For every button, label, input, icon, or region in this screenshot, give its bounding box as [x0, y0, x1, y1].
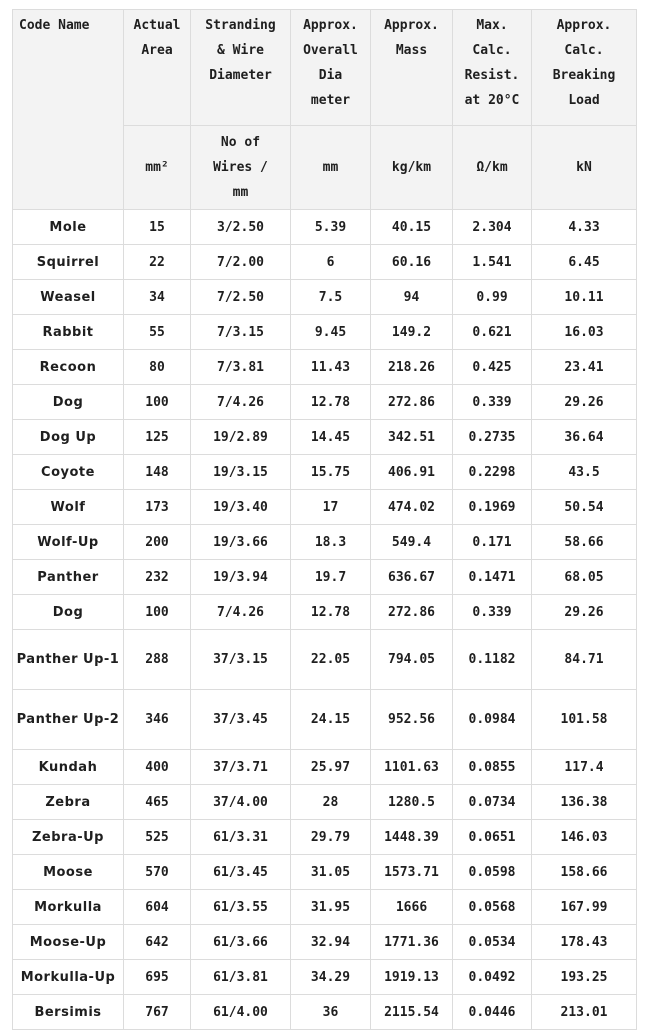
- cell-resistance: 0.0651: [453, 820, 532, 855]
- cell-breaking-load: 193.25: [532, 960, 637, 995]
- cell-breaking-load: 29.26: [532, 385, 637, 420]
- table-header: [13, 10, 637, 210]
- cell-stranding: 61/3.45: [191, 855, 291, 890]
- conductor-spec-table: [12, 9, 637, 1030]
- cell-overall-diameter: 32.94: [291, 925, 371, 960]
- cell-mass: 1280.5: [371, 785, 453, 820]
- cell-breaking-load: 84.71: [532, 630, 637, 690]
- cell-overall-diameter: 12.78: [291, 385, 371, 420]
- cell-stranding: 7/4.26: [191, 595, 291, 630]
- cell-breaking-load: 136.38: [532, 785, 637, 820]
- cell-resistance: 0.0734: [453, 785, 532, 820]
- unit-area: mm²: [124, 126, 191, 210]
- header-resistance: Max. Calc. Resist. at 20°C: [453, 10, 532, 126]
- cell-stranding: 7/2.00: [191, 245, 291, 280]
- cell-actual-area: 15: [124, 210, 191, 245]
- cell-code-name: Zebra: [13, 785, 124, 820]
- cell-code-name: Weasel: [13, 280, 124, 315]
- cell-breaking-load: 6.45: [532, 245, 637, 280]
- cell-mass: 2115.54: [371, 995, 453, 1030]
- cell-mass: 1573.71: [371, 855, 453, 890]
- cell-breaking-load: 68.05: [532, 560, 637, 595]
- unit-stranding: No of Wires / mm: [191, 126, 291, 210]
- cell-code-name: Recoon: [13, 350, 124, 385]
- cell-resistance: 0.2298: [453, 455, 532, 490]
- table-row: [13, 210, 637, 245]
- cell-mass: 272.86: [371, 385, 453, 420]
- cell-resistance: 1.541: [453, 245, 532, 280]
- cell-resistance: 0.425: [453, 350, 532, 385]
- table-row: [13, 890, 637, 925]
- table-body: [13, 210, 637, 1030]
- table-row: [13, 595, 637, 630]
- cell-breaking-load: 23.41: [532, 350, 637, 385]
- cell-code-name: Panther: [13, 560, 124, 595]
- table-row: [13, 925, 637, 960]
- cell-resistance: 0.1182: [453, 630, 532, 690]
- cell-overall-diameter: 29.79: [291, 820, 371, 855]
- table-row: [13, 750, 637, 785]
- cell-overall-diameter: 5.39: [291, 210, 371, 245]
- cell-code-name: Kundah: [13, 750, 124, 785]
- cell-overall-diameter: 22.05: [291, 630, 371, 690]
- cell-overall-diameter: 18.3: [291, 525, 371, 560]
- cell-code-name: Moose-Up: [13, 925, 124, 960]
- cell-code-name: Panther Up-2: [13, 690, 124, 750]
- cell-stranding: 7/3.81: [191, 350, 291, 385]
- cell-breaking-load: 16.03: [532, 315, 637, 350]
- cell-overall-diameter: 36: [291, 995, 371, 1030]
- cell-stranding: 61/4.00: [191, 995, 291, 1030]
- cell-mass: 149.2: [371, 315, 453, 350]
- cell-code-name: Mole: [13, 210, 124, 245]
- cell-resistance: 2.304: [453, 210, 532, 245]
- cell-code-name: Dog: [13, 595, 124, 630]
- cell-breaking-load: 167.99: [532, 890, 637, 925]
- cell-overall-diameter: 24.15: [291, 690, 371, 750]
- cell-mass: 1771.36: [371, 925, 453, 960]
- cell-breaking-load: 158.66: [532, 855, 637, 890]
- cell-stranding: 3/2.50: [191, 210, 291, 245]
- cell-mass: 474.02: [371, 490, 453, 525]
- cell-resistance: 0.1471: [453, 560, 532, 595]
- cell-code-name: Dog: [13, 385, 124, 420]
- cell-code-name: Wolf-Up: [13, 525, 124, 560]
- table-row: [13, 995, 637, 1030]
- unit-breaking-load: kN: [532, 126, 637, 210]
- cell-mass: 1919.13: [371, 960, 453, 995]
- cell-overall-diameter: 25.97: [291, 750, 371, 785]
- cell-breaking-load: 50.54: [532, 490, 637, 525]
- table-row: [13, 420, 637, 455]
- cell-code-name: Moose: [13, 855, 124, 890]
- table-row: [13, 280, 637, 315]
- cell-code-name: Zebra-Up: [13, 820, 124, 855]
- cell-resistance: 0.1969: [453, 490, 532, 525]
- cell-actual-area: 148: [124, 455, 191, 490]
- cell-code-name: Panther Up-1: [13, 630, 124, 690]
- cell-actual-area: 34: [124, 280, 191, 315]
- cell-resistance: 0.0984: [453, 690, 532, 750]
- cell-stranding: 37/3.71: [191, 750, 291, 785]
- cell-actual-area: 346: [124, 690, 191, 750]
- header-mass: Approx. Mass: [371, 10, 453, 126]
- cell-actual-area: 232: [124, 560, 191, 595]
- cell-resistance: 0.0534: [453, 925, 532, 960]
- cell-overall-diameter: 17: [291, 490, 371, 525]
- cell-resistance: 0.0568: [453, 890, 532, 925]
- cell-actual-area: 55: [124, 315, 191, 350]
- unit-resistance: Ω/km: [453, 126, 532, 210]
- cell-resistance: 0.0492: [453, 960, 532, 995]
- cell-breaking-load: 43.5: [532, 455, 637, 490]
- cell-overall-diameter: 28: [291, 785, 371, 820]
- cell-breaking-load: 10.11: [532, 280, 637, 315]
- cell-stranding: 7/3.15: [191, 315, 291, 350]
- cell-code-name: Morkulla: [13, 890, 124, 925]
- table-row: [13, 690, 637, 750]
- table-row: [13, 960, 637, 995]
- table-row: [13, 245, 637, 280]
- cell-mass: 60.16: [371, 245, 453, 280]
- cell-overall-diameter: 34.29: [291, 960, 371, 995]
- table-row: [13, 385, 637, 420]
- cell-resistance: 0.621: [453, 315, 532, 350]
- cell-actual-area: 173: [124, 490, 191, 525]
- header-row: [13, 10, 637, 126]
- cell-actual-area: 200: [124, 525, 191, 560]
- header-overall-diameter: Approx. Overall Dia meter: [291, 10, 371, 126]
- cell-overall-diameter: 6: [291, 245, 371, 280]
- table-row: [13, 490, 637, 525]
- cell-stranding: 19/3.40: [191, 490, 291, 525]
- cell-mass: 1448.39: [371, 820, 453, 855]
- cell-breaking-load: 29.26: [532, 595, 637, 630]
- header-stranding: Stranding & Wire Diameter: [191, 10, 291, 126]
- cell-actual-area: 604: [124, 890, 191, 925]
- cell-code-name: Wolf: [13, 490, 124, 525]
- table-row: [13, 350, 637, 385]
- cell-breaking-load: 146.03: [532, 820, 637, 855]
- cell-actual-area: 100: [124, 595, 191, 630]
- cell-overall-diameter: 15.75: [291, 455, 371, 490]
- cell-overall-diameter: 14.45: [291, 420, 371, 455]
- cell-overall-diameter: 31.05: [291, 855, 371, 890]
- cell-actual-area: 767: [124, 995, 191, 1030]
- cell-mass: 636.67: [371, 560, 453, 595]
- header-breaking-load: Approx. Calc. Breaking Load: [532, 10, 637, 126]
- cell-mass: 1666: [371, 890, 453, 925]
- cell-breaking-load: 101.58: [532, 690, 637, 750]
- cell-actual-area: 125: [124, 420, 191, 455]
- cell-actual-area: 525: [124, 820, 191, 855]
- cell-code-name: Dog Up: [13, 420, 124, 455]
- cell-overall-diameter: 12.78: [291, 595, 371, 630]
- cell-actual-area: 465: [124, 785, 191, 820]
- cell-actual-area: 22: [124, 245, 191, 280]
- cell-actual-area: 100: [124, 385, 191, 420]
- header-actual-area: Actual Area: [124, 10, 191, 126]
- cell-overall-diameter: 19.7: [291, 560, 371, 595]
- cell-stranding: 19/3.66: [191, 525, 291, 560]
- table-row: [13, 785, 637, 820]
- cell-mass: 1101.63: [371, 750, 453, 785]
- cell-breaking-load: 117.4: [532, 750, 637, 785]
- cell-resistance: 0.2735: [453, 420, 532, 455]
- cell-actual-area: 570: [124, 855, 191, 890]
- unit-mass: kg/km: [371, 126, 453, 210]
- cell-mass: 549.4: [371, 525, 453, 560]
- cell-stranding: 61/3.31: [191, 820, 291, 855]
- conductor-table-wrapper: [12, 9, 637, 1030]
- cell-overall-diameter: 9.45: [291, 315, 371, 350]
- cell-actual-area: 695: [124, 960, 191, 995]
- cell-code-name: Coyote: [13, 455, 124, 490]
- table-row: [13, 820, 637, 855]
- cell-resistance: 0.0598: [453, 855, 532, 890]
- cell-resistance: 0.339: [453, 595, 532, 630]
- cell-breaking-load: 178.43: [532, 925, 637, 960]
- cell-mass: 952.56: [371, 690, 453, 750]
- table-row: [13, 455, 637, 490]
- cell-mass: 40.15: [371, 210, 453, 245]
- cell-resistance: 0.339: [453, 385, 532, 420]
- cell-mass: 406.91: [371, 455, 453, 490]
- cell-stranding: 37/3.45: [191, 690, 291, 750]
- cell-stranding: 19/3.94: [191, 560, 291, 595]
- cell-stranding: 19/3.15: [191, 455, 291, 490]
- table-row: [13, 855, 637, 890]
- cell-resistance: 0.0446: [453, 995, 532, 1030]
- cell-mass: 794.05: [371, 630, 453, 690]
- cell-actual-area: 642: [124, 925, 191, 960]
- cell-actual-area: 288: [124, 630, 191, 690]
- cell-stranding: 7/2.50: [191, 280, 291, 315]
- cell-overall-diameter: 11.43: [291, 350, 371, 385]
- cell-stranding: 61/3.81: [191, 960, 291, 995]
- table-row: [13, 315, 637, 350]
- unit-diameter: mm: [291, 126, 371, 210]
- cell-mass: 94: [371, 280, 453, 315]
- table-row: [13, 560, 637, 595]
- cell-stranding: 61/3.55: [191, 890, 291, 925]
- cell-mass: 218.26: [371, 350, 453, 385]
- cell-resistance: 0.0855: [453, 750, 532, 785]
- cell-breaking-load: 36.64: [532, 420, 637, 455]
- cell-stranding: 61/3.66: [191, 925, 291, 960]
- cell-breaking-load: 213.01: [532, 995, 637, 1030]
- cell-stranding: 37/4.00: [191, 785, 291, 820]
- cell-stranding: 37/3.15: [191, 630, 291, 690]
- table-row: [13, 630, 637, 690]
- cell-actual-area: 400: [124, 750, 191, 785]
- table-row: [13, 525, 637, 560]
- cell-code-name: Rabbit: [13, 315, 124, 350]
- cell-resistance: 0.99: [453, 280, 532, 315]
- cell-actual-area: 80: [124, 350, 191, 385]
- header-code-name: Code Name: [13, 10, 124, 210]
- cell-overall-diameter: 31.95: [291, 890, 371, 925]
- cell-code-name: Morkulla-Up: [13, 960, 124, 995]
- cell-mass: 272.86: [371, 595, 453, 630]
- cell-mass: 342.51: [371, 420, 453, 455]
- cell-overall-diameter: 7.5: [291, 280, 371, 315]
- cell-code-name: Bersimis: [13, 995, 124, 1030]
- cell-stranding: 7/4.26: [191, 385, 291, 420]
- cell-code-name: Squirrel: [13, 245, 124, 280]
- cell-breaking-load: 4.33: [532, 210, 637, 245]
- cell-resistance: 0.171: [453, 525, 532, 560]
- cell-breaking-load: 58.66: [532, 525, 637, 560]
- cell-stranding: 19/2.89: [191, 420, 291, 455]
